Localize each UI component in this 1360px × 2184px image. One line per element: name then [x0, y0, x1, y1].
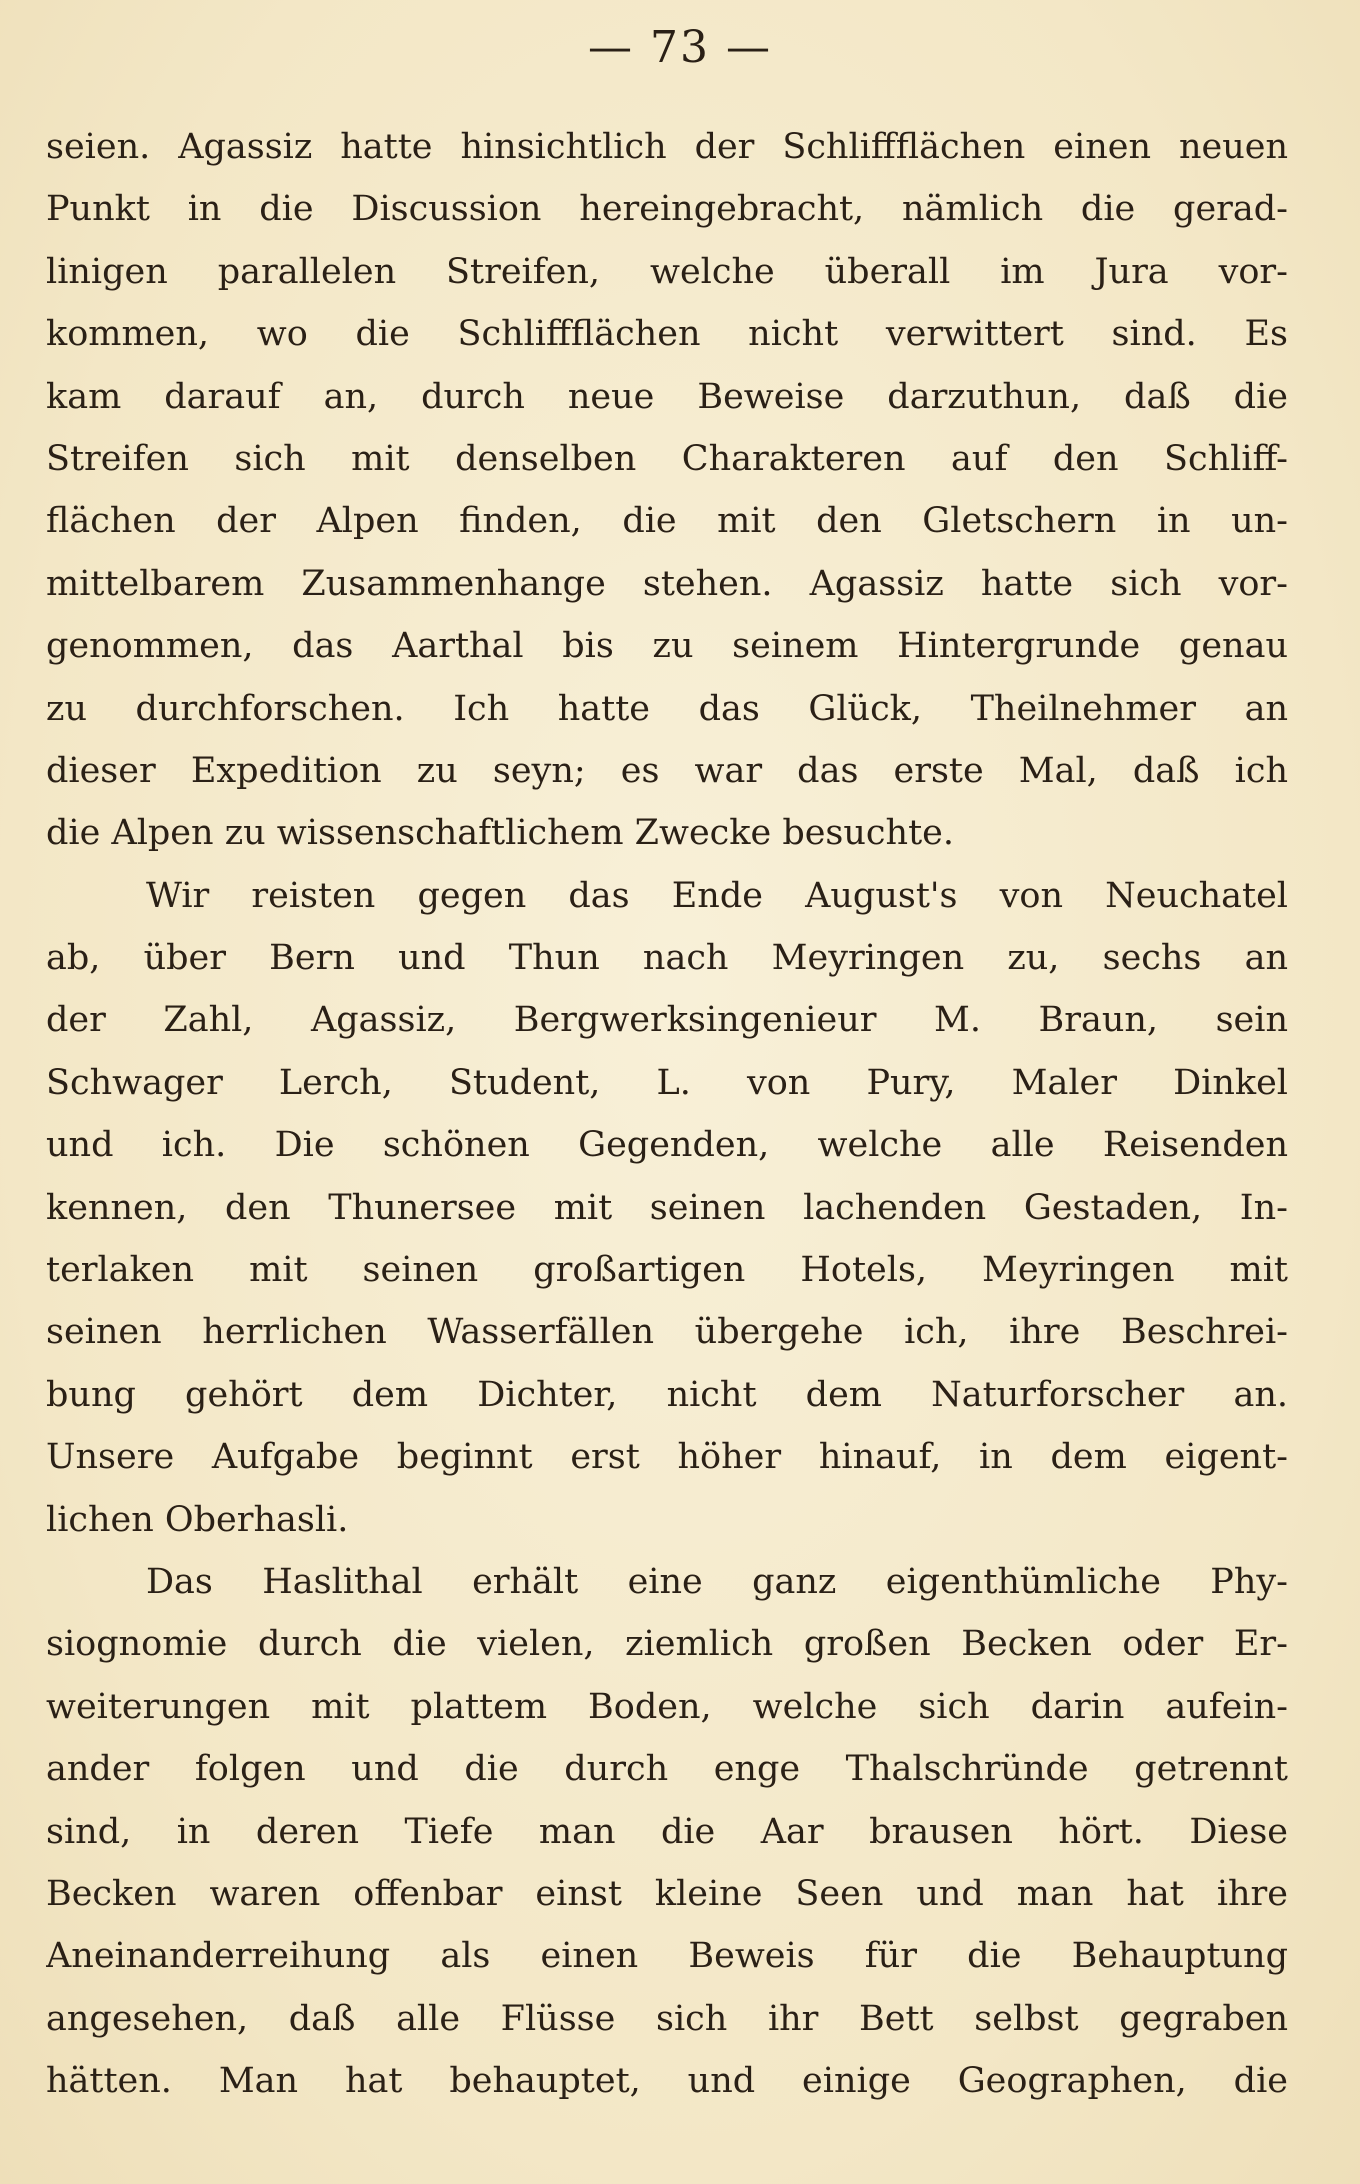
text-line: Wir reisten gegen das Ende August's von Neuchatel: [146, 875, 1288, 916]
text-line: sind, in deren Tiefe man die Aar brausen hört. Diese: [46, 1811, 1288, 1852]
text-line: lichen Oberhasli.: [46, 1499, 349, 1540]
text-block: [46, 116, 1288, 2113]
text-line: Schwager Lerch, Student, L. von Pury, Maler Dinkel: [46, 1062, 1288, 1103]
paragraph: [46, 1551, 1288, 2113]
text-line: seien. Agassiz hatte hinsichtlich der Schliffflächen einen neuen: [46, 127, 1288, 167]
text-line: seinen herrlichen Wasserfällen übergehe ich, ihre Beschrei-: [46, 1312, 1288, 1353]
text-line: Becken waren offenbar einst kleine Seen und man hat ihre: [46, 1873, 1288, 1914]
text-line: flächen der Alpen finden, die mit den Gletschern in un-: [46, 501, 1288, 542]
text-line: kommen, wo die Schliffflächen nicht verwittert sind. Es: [46, 314, 1288, 355]
text-line: terlaken mit seinen großartigen Hotels, Meyringen mit: [46, 1250, 1288, 1291]
text-line: genommen, das Aarthal bis zu seinem Hintergrunde genau: [46, 626, 1288, 667]
text-line: und ich. Die schönen Gegenden, welche alle Reisenden: [46, 1125, 1288, 1166]
text-line: dieser Expedition zu seyn; es war das erste Mal, daß ich: [46, 750, 1288, 791]
paragraph: [46, 865, 1288, 1551]
text-line: ab, über Bern und Thun nach Meyringen zu, sechs an: [46, 938, 1288, 979]
text-line: Streifen sich mit denselben Charakteren auf den Schliff-: [46, 438, 1288, 479]
text-line: Aneinanderreihung als einen Beweis für die Behauptung: [46, 1936, 1288, 1977]
text-line: der Zahl, Agassiz, Bergwerksingenieur M. Braun, sein: [46, 1000, 1288, 1041]
text-line: bung gehört dem Dichter, nicht dem Naturforscher an.: [46, 1374, 1288, 1415]
text-line: Punkt in die Discussion hereingebracht, nämlich die gerad-: [46, 189, 1288, 230]
text-line: angesehen, daß alle Flüsse sich ihr Bett selbst gegraben: [46, 1998, 1288, 2039]
text-line: mittelbarem Zusammenhange stehen. Agassiz hatte sich vor-: [46, 563, 1288, 604]
text-line: weiterungen mit plattem Boden, welche sich darin aufein-: [46, 1686, 1288, 1727]
page-number: — 73 —: [588, 22, 772, 73]
text-line: zu durchforschen. Ich hatte das Glück, Theilnehmer an: [46, 688, 1288, 729]
paragraph: [46, 116, 1288, 865]
text-line: Das Haslithal erhält eine ganz eigenthümliche Phy-: [146, 1561, 1288, 1602]
text-line: siognomie durch die vielen, ziemlich großen Becken oder Er-: [46, 1624, 1288, 1665]
text-line: ander folgen und die durch enge Thalschründe getrennt: [46, 1749, 1288, 1790]
text-line: hätten. Man hat behauptet, und einige Geographen, die: [46, 2061, 1288, 2102]
text-line: kennen, den Thunersee mit seinen lachenden Gestaden, In-: [46, 1187, 1288, 1228]
text-line: Unsere Aufgabe beginnt erst höher hinauf, in dem eigent-: [46, 1437, 1288, 1478]
text-line: linigen parallelen Streifen, welche überall im Jura vor-: [46, 251, 1288, 292]
text-line: kam darauf an, durch neue Beweise darzuthun, daß die: [46, 376, 1288, 417]
text-line: die Alpen zu wissenschaftlichem Zwecke besuchte.: [46, 813, 954, 854]
